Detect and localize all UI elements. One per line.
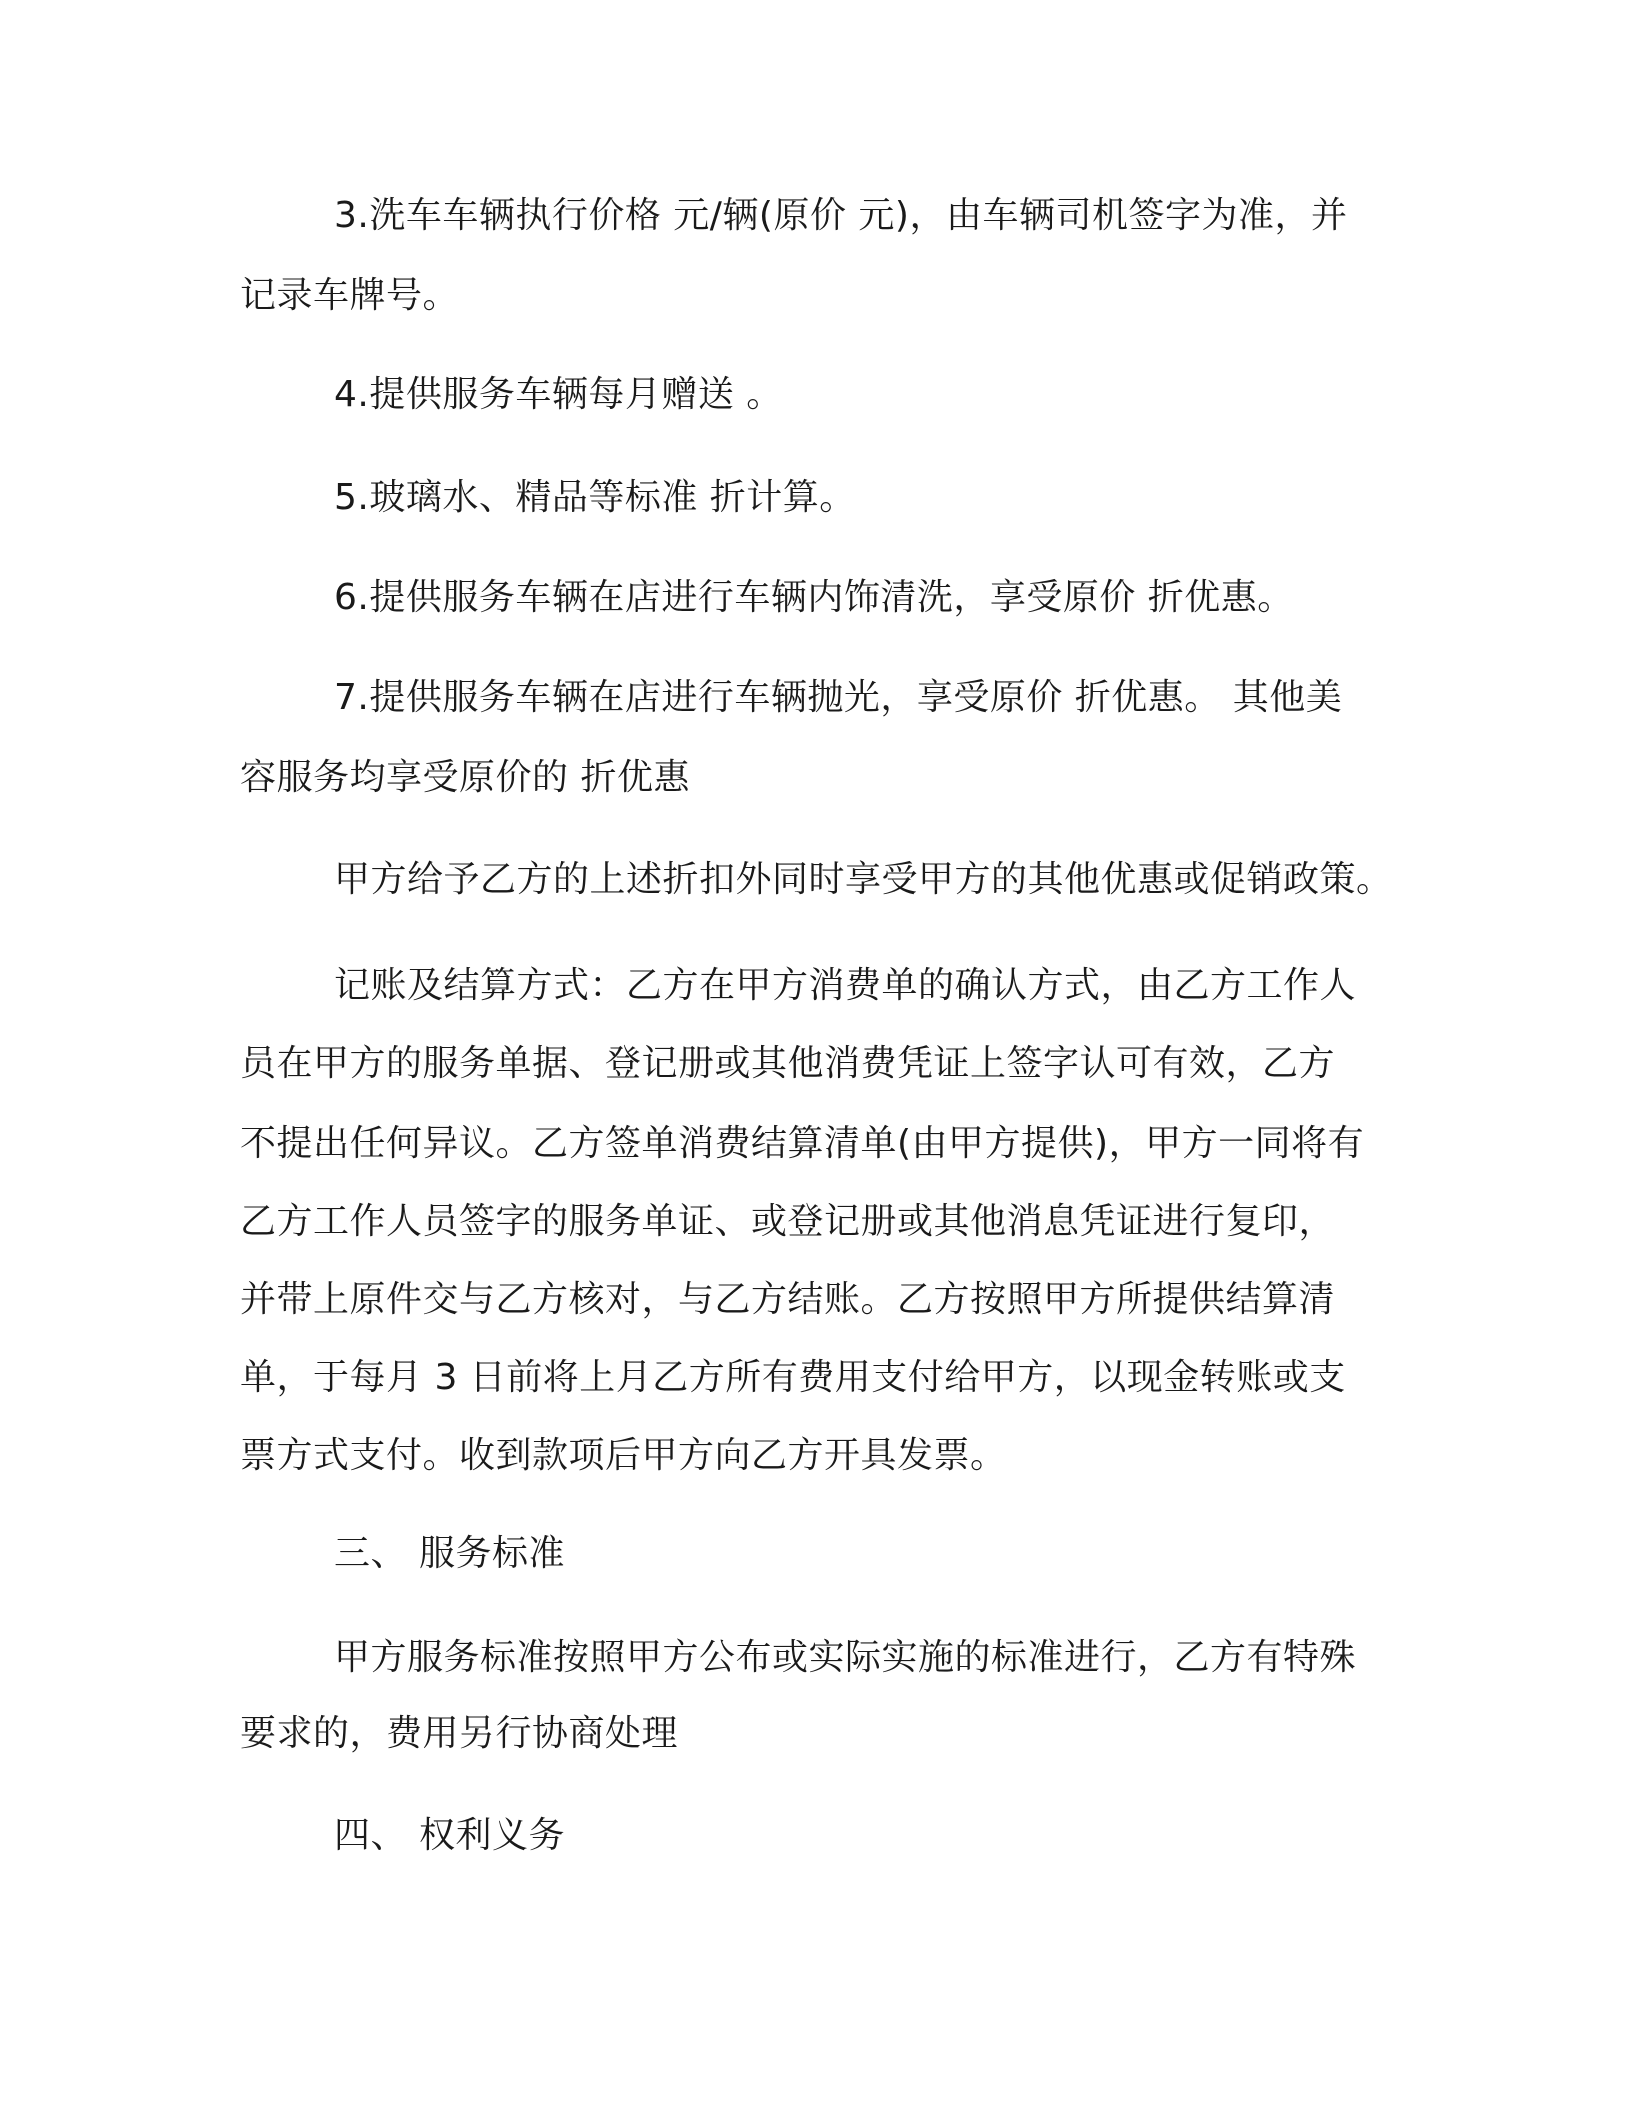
settlement-line-6: 单，于每月 3 日前将上月乙方所有费用支付给甲方，以现金转账或支: [240, 1357, 1346, 1398]
section-3-line-1: 甲方服务标准按照甲方公布或实际实施的标准进行，乙方有特殊: [334, 1637, 1357, 1678]
item-6: 6.提供服务车辆在店进行车辆内饰清洗，享受原价 折优惠。: [334, 577, 1294, 618]
item-3-line-1: 3.洗车车辆执行价格 元/辆(原价 元)，由车辆司机签字为准，并: [334, 195, 1348, 236]
item-3-line-2: 记录车牌号。: [240, 275, 460, 316]
settlement-line-2: 员在甲方的服务单据、登记册或其他消费凭证上签字认可有效，乙方: [240, 1043, 1336, 1084]
settlement-line-5: 并带上原件交与乙方核对，与乙方结账。乙方按照甲方所提供结算清: [240, 1279, 1336, 1320]
settlement-line-1: 记账及结算方式：乙方在甲方消费单的确认方式，由乙方工作人: [334, 965, 1357, 1006]
item-4: 4.提供服务车辆每月赠送 。: [334, 374, 783, 415]
item-7-line-1: 7.提供服务车辆在店进行车辆抛光，享受原价 折优惠。 其他美: [334, 677, 1343, 718]
section-3-heading: 三、 服务标准: [334, 1533, 565, 1574]
settlement-line-3: 不提出任何异议。乙方签单消费结算清单(由甲方提供)，甲方一同将有: [240, 1123, 1365, 1164]
item-5: 5.玻璃水、精品等标准 折计算。: [334, 477, 856, 518]
section-3-line-2: 要求的，费用另行协商处理: [240, 1713, 679, 1754]
settlement-line-4: 乙方工作人员签字的服务单证、或登记册或其他消息凭证进行复印，: [240, 1201, 1336, 1242]
settlement-line-7: 票方式支付。收到款项后甲方向乙方开具发票。: [240, 1435, 1007, 1476]
item-7-line-2: 容服务均享受原价的 折优惠: [240, 757, 690, 798]
section-4-heading: 四、 权利义务: [334, 1815, 565, 1856]
discount-note: 甲方给予乙方的上述折扣外同时享受甲方的其他优惠或促销政策。: [334, 859, 1393, 900]
